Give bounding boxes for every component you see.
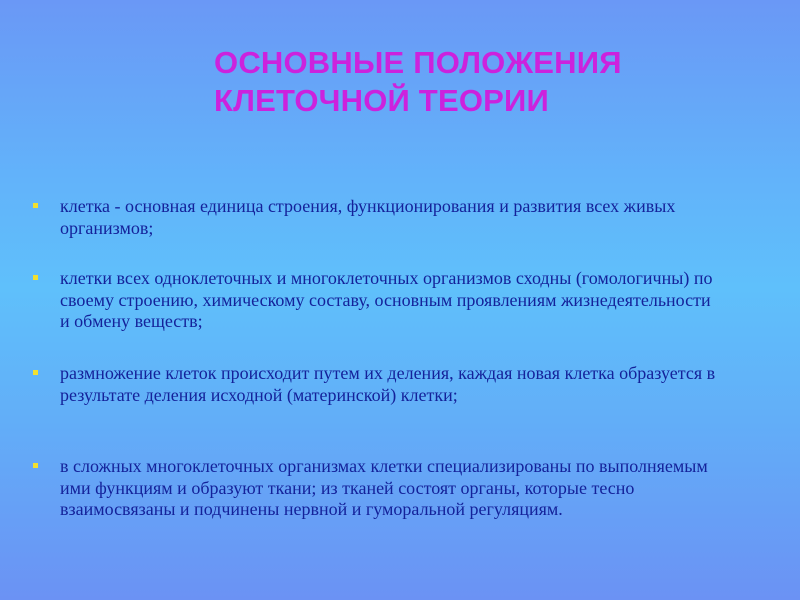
square-bullet-icon xyxy=(33,275,38,280)
list-item xyxy=(60,196,720,239)
bullet-text: клетка - основная единица строения, функционирования и развития всех живых организмов; xyxy=(60,196,676,238)
square-bullet-icon xyxy=(33,203,38,208)
slide-title xyxy=(214,44,774,120)
list-item xyxy=(60,456,720,521)
bullet-text: в сложных многоклеточных организмах клетки специализированы по выполняемым ими функциям и образуют ткани; из тканей состоят органы, которые тесно взаимосвязаны и подчинены нервной и гуморальной регуляциям. xyxy=(60,456,708,519)
list-item xyxy=(60,268,720,333)
square-bullet-icon xyxy=(33,463,38,468)
slide-title-line-1: ОСНОВНЫЕ ПОЛОЖЕНИЯ xyxy=(214,45,622,80)
bullet-text: размножение клеток происходит путем их деления, каждая новая клетка образуется в результате деления исходной (материнской) клетки; xyxy=(60,363,716,405)
list-item xyxy=(60,363,720,406)
slide-title-line-2: КЛЕТОЧНОЙ ТЕОРИИ xyxy=(214,83,549,118)
bullet-text: клетки всех одноклеточных и многоклеточных организмов сходны (гомологичны) по своему строению, химическому составу, основным проявлениям жизнедеятельности и обмену веществ; xyxy=(60,268,713,331)
square-bullet-icon xyxy=(33,370,38,375)
